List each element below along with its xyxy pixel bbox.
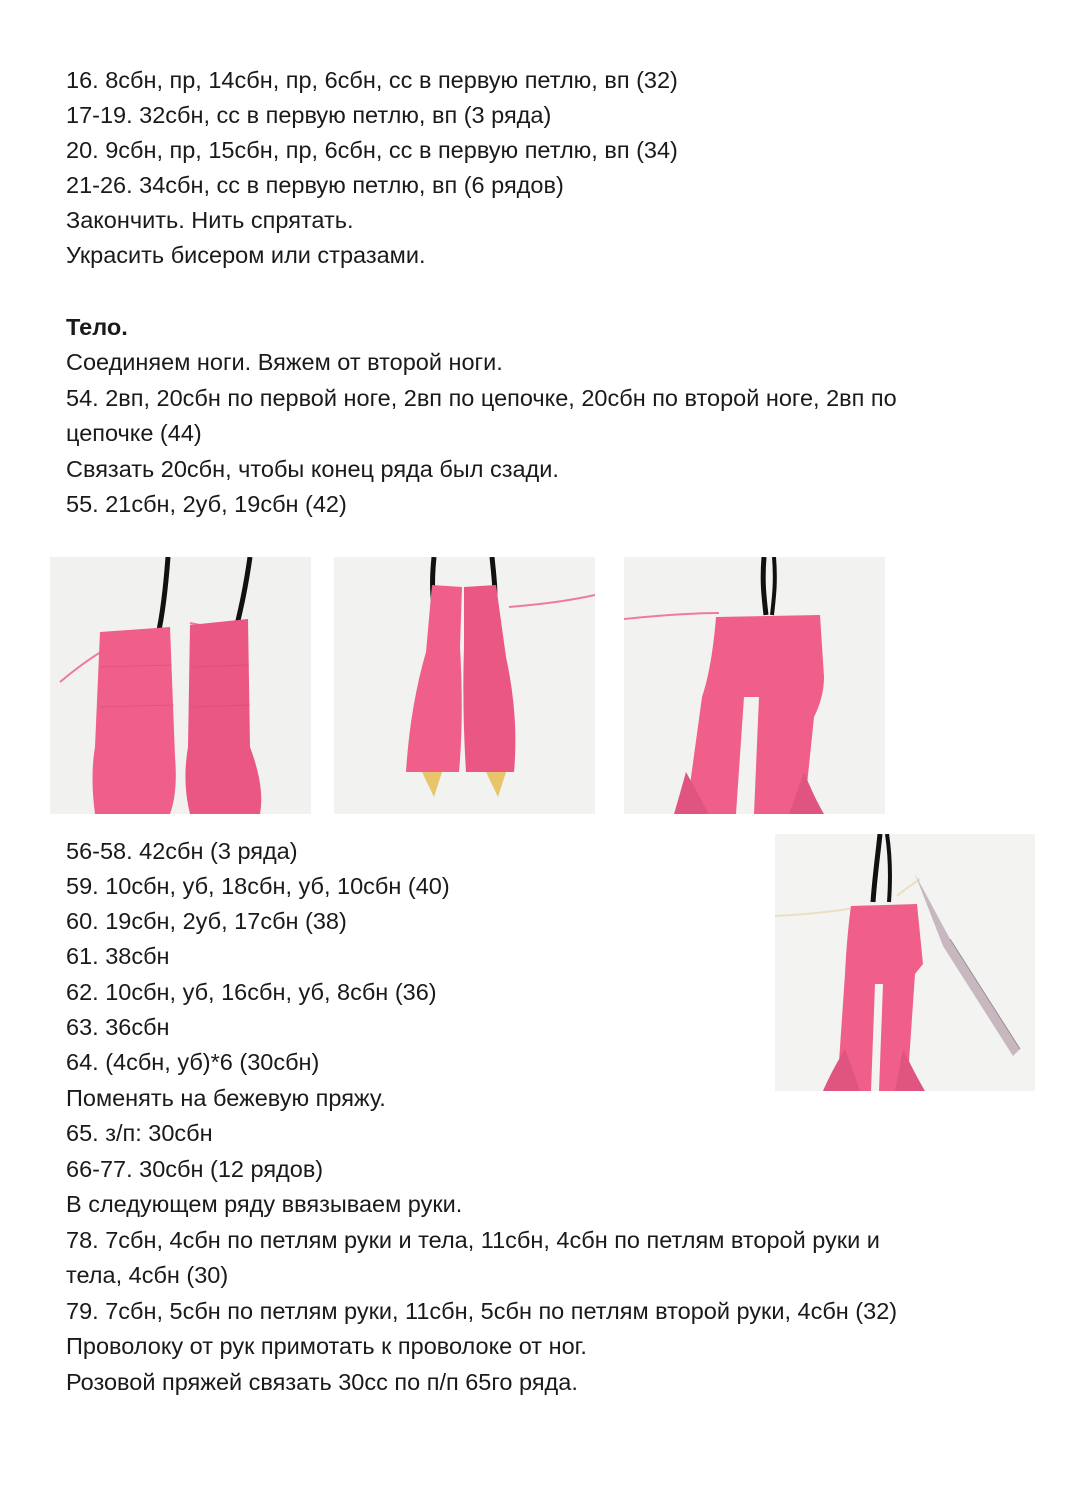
line-60: 60. 19сбн, 2уб, 17сбн (38)	[66, 908, 347, 934]
line-54: 54. 2вп, 20сбн по первой ноге, 2вп по цепочке, 20сбн по второй ноге, 2вп по	[66, 385, 897, 411]
line-pink-yarn: Розовой пряжей связать 30сс по п/п 65го ряда.	[66, 1369, 578, 1395]
line-64: 64. (4сбн, уб)*6 (30сбн)	[66, 1049, 320, 1075]
line-62: 62. 10сбн, уб, 16сбн, уб, 8сбн (36)	[66, 979, 437, 1005]
line-finish: Закончить. Нить спрятать.	[66, 207, 354, 233]
photo-body-with-hook	[775, 834, 1035, 1091]
line-55: 55. 21сбн, 2уб, 19сбн (42)	[66, 491, 347, 517]
photo-legs-with-feet-image	[334, 557, 595, 814]
line-next-row-arms: В следующем ряду ввязываем руки.	[66, 1191, 463, 1217]
line-21-26: 21-26. 34сбн, сс в первую петлю, вп (6 рядов)	[66, 172, 564, 198]
line-63: 63. 36сбн	[66, 1014, 170, 1040]
line-17-19: 17-19. 32сбн, сс в первую петлю, вп (3 ряда)	[66, 102, 552, 128]
line-decorate: Украсить бисером или стразами.	[66, 242, 426, 268]
line-66-77: 66-77. 30сбн (12 рядов)	[66, 1156, 324, 1182]
line-16: 16. 8сбн, пр, 14сбн, пр, 6сбн, сс в первую петлю, вп (32)	[66, 67, 678, 93]
photo-legs-with-feet	[334, 557, 595, 814]
line-61: 61. 38сбн	[66, 943, 170, 969]
line-wire: Проволоку от рук примотать к проволоке от ног.	[66, 1333, 587, 1359]
line-56-58: 56-58. 42сбн (3 ряда)	[66, 838, 298, 864]
section-heading-body: Тело.	[66, 314, 128, 340]
line-54-cont: цепочке (44)	[66, 420, 202, 446]
line-79: 79. 7сбн, 5сбн по петлям руки, 11сбн, 5сбн по петлям второй руки, 4сбн (32)	[66, 1298, 898, 1324]
photo-joined-body-image	[624, 557, 885, 814]
line-20: 20. 9сбн, пр, 15сбн, пр, 6сбн, сс в первую петлю, вп (34)	[66, 137, 678, 163]
line-59: 59. 10сбн, уб, 18сбн, уб, 10сбн (40)	[66, 873, 450, 899]
line-join-legs: Соединяем ноги. Вяжем от второй ноги.	[66, 349, 503, 375]
line-change-yarn: Поменять на бежевую пряжу.	[66, 1085, 386, 1111]
line-65: 65. з/п: 30сбн	[66, 1120, 213, 1146]
photo-joined-body	[624, 557, 885, 814]
photo-legs-separate-image	[50, 557, 311, 814]
photo-legs-separate	[50, 557, 311, 814]
line-78-cont: тела, 4сбн (30)	[66, 1262, 229, 1288]
line-78: 78. 7сбн, 4сбн по петлям руки и тела, 11сбн, 4сбн по петлям второй руки и	[66, 1227, 880, 1253]
photo-body-with-hook-image	[775, 834, 1035, 1091]
line-tie-20: Связать 20сбн, чтобы конец ряда был сзади.	[66, 456, 559, 482]
